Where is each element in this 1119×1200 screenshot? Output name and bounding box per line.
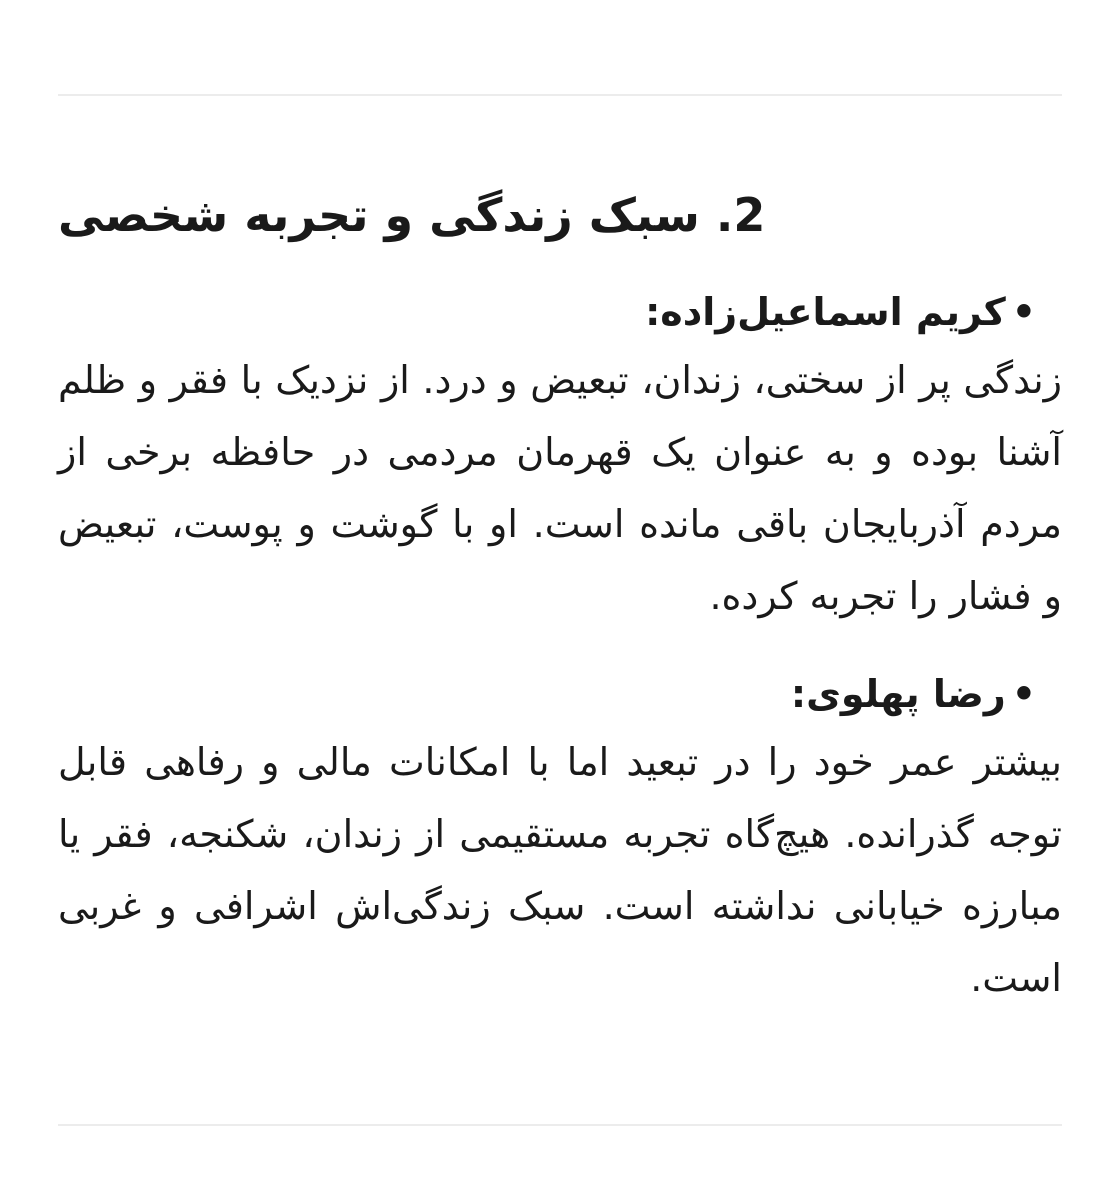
person-name-label: کریم اسماعیل‌زاده: <box>645 290 1006 334</box>
bullet-icon: • <box>1011 672 1036 716</box>
article-content <box>58 170 1062 1044</box>
person-name <box>58 662 1062 726</box>
section-heading: 2. سبک زندگی و تجربه شخصی <box>58 188 766 242</box>
top-divider <box>58 94 1062 96</box>
person-section-karim <box>58 280 1062 632</box>
person-description: زندگی پر از سختی، زندان، تبعیض و درد. از نزدیک با فقر و ظلم آشنا بوده و به عنوان یک قهرمان مردمی در حافظه برخی از مردم آذربایجان باقی مانده است. او با گوشت و پوست، تبعیض و فشار را تجربه کرده. <box>58 358 1062 618</box>
person-description: بیشتر عمر خود را در تبعید اما با امکانات مالی و رفاهی قابل توجه گذرانده. هیچ‌گاه تجربه مستقیمی از زندان، شکنجه، فقر یا مبارزه خیابانی نداشته است. سبک زندگی‌اش اشرافی و غربی است. <box>58 740 1062 1000</box>
bottom-divider <box>58 1124 1062 1126</box>
bullet-icon: • <box>1011 290 1036 334</box>
person-section-reza <box>58 662 1062 1014</box>
person-name <box>58 280 1062 344</box>
person-name-label: رضا پهلوی: <box>790 672 1006 716</box>
